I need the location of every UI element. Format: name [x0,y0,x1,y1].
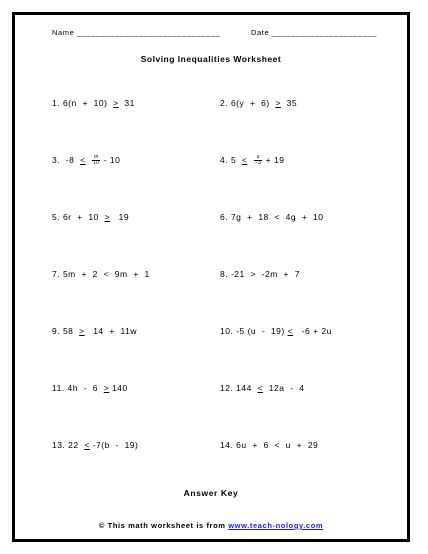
fraction: $\frac{u}{-3}$ [255,153,261,167]
less-equal-sign: < [241,155,248,165]
problem-8: 8. -21 > -2m + 7 [220,269,300,279]
greater-equal-sign: > [113,98,119,108]
less-equal-sign: < [84,440,90,450]
teach-nology-link[interactable]: www.teach-nology.com [228,521,324,530]
less-equal-sign: < [287,326,294,336]
problem-14: 14. 6u + 6 < u + 29 [220,440,319,450]
problem-3: 3. -8 < $\frac{m}{10}$ - 10 [52,153,121,167]
problem-12: 12. 144 < 12a - 4 [220,383,305,393]
answer-key-heading: Answer Key [183,488,239,498]
problem-5: 5. 6r + 10 > 19 [52,212,130,222]
problem-10: 10. -5 (u - 19) < -6 + 2u [220,326,332,336]
less-equal-sign: < [80,155,86,165]
greater-equal-sign: > [79,326,85,336]
copyright-text: © This math worksheet is from [98,521,229,530]
less-equal-sign: < [257,383,264,393]
problem-7: 7. 5m + 2 < 9m + 1 [52,269,150,279]
name-field-label: Name ______________________________ [52,28,221,37]
date-field-label: Date ______________________ [251,28,377,37]
problem-1: 1. 6(n + 10) > 31 [52,98,135,108]
worksheet-title: Solving Inequalities Worksheet [140,54,282,64]
problem-11: 11. 4h - 6 > 140 [52,383,128,393]
worksheet-page [12,12,410,542]
greater-equal-sign: > [275,98,281,108]
problem-13: 13. 22 < -7(b - 19) [52,440,139,450]
problem-4: 4. 5 < $\frac{u}{-3}$ + 19 [220,153,285,167]
fraction: $\frac{m}{10}$ [93,153,99,167]
greater-equal-sign: > [104,212,111,222]
copyright-footer [15,521,407,530]
problem-6: 6. 7g + 18 < 4g + 10 [220,212,324,222]
problem-9: 9. 58 > 14 + 11w [52,326,138,336]
greater-equal-sign: > [103,383,110,393]
problem-2: 2. 6(y + 6) > 35 [220,98,298,108]
